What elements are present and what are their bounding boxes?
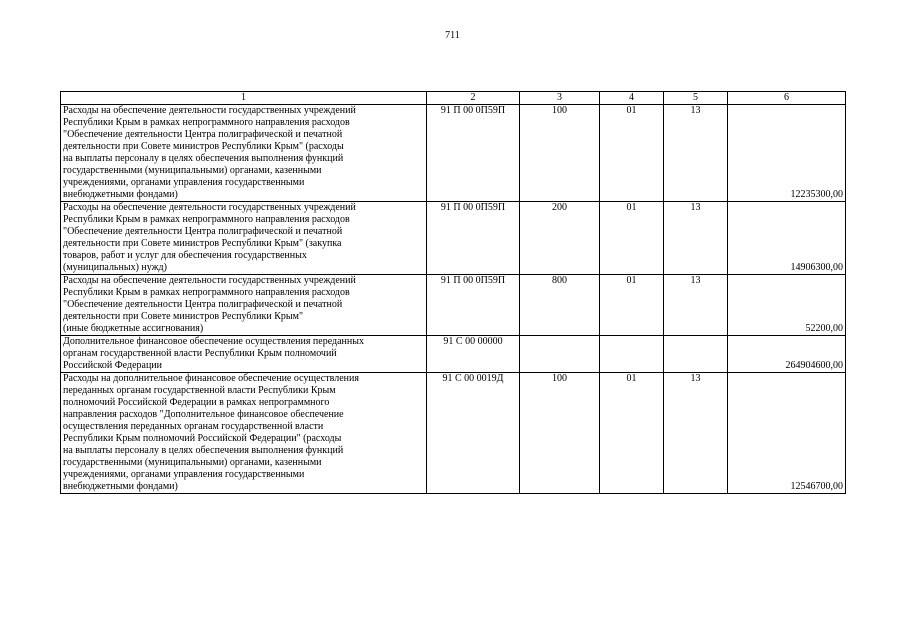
table-row <box>61 336 846 373</box>
row-subsection-cell: 13 <box>690 202 701 213</box>
column-header: 5 <box>664 92 728 105</box>
table-row <box>61 373 846 494</box>
row-section-cell: 01 <box>626 373 637 384</box>
row-amount-cell: 14906300,00 <box>790 262 843 273</box>
row-name-cell: Расходы на обеспечение деятельности государственных учреждений Республики Крым в рамках непрограммного направления расходов "Обеспечение деятельности Центра полиграфической и печатной деятельности при Совете министров Республики Крым" (закупка товаров, работ и услуг для обеспечения государственных (муниципальных) нужд) <box>63 202 356 273</box>
table-row <box>61 202 846 275</box>
row-name-cell: Расходы на дополнительное финансовое обеспечение осуществления переданных органам государственной власти Республики Крым полномочий Российской Федерации в рамках непрограммного направления расходов "Дополнительное финансовое обеспечение осуществления переданных органам государственной власти Республики Крым полномочий Российской Федерации" (расходы на выплаты персоналу в целях обеспечения выполнения функций государственными (муниципальными) органами, казенными учреждениями, органами управления государственными внебюджетными фондами) <box>63 373 359 492</box>
row-expense-type-cell: 200 <box>552 202 567 213</box>
row-amount-cell: 12546700,00 <box>790 481 843 492</box>
row-subsection-cell: 13 <box>690 373 701 384</box>
row-code-cell: 91 С 00 0019Д <box>442 373 504 384</box>
row-amount-cell: 12235300,00 <box>790 189 843 200</box>
row-name-cell: Расходы на обеспечение деятельности государственных учреждений Республики Крым в рамках непрограммного направления расходов "Обеспечение деятельности Центра полиграфической и печатной деятельности при Совете министров Республики Крым" (расходы на выплаты персоналу в целях обеспечения выполнения функций государственными (муниципальными) органами, казенными учреждениями, органами управления государственными внебюджетными фондами) <box>63 105 356 200</box>
row-expense-type-cell: 800 <box>552 275 567 286</box>
table-row <box>61 275 846 336</box>
row-section-cell: 01 <box>626 105 637 116</box>
column-header: 4 <box>600 92 664 105</box>
row-amount-cell: 52200,00 <box>805 323 843 334</box>
row-subsection-cell: 13 <box>690 275 701 286</box>
row-name-cell: Расходы на обеспечение деятельности государственных учреждений Республики Крым в рамках непрограммного направления расходов "Обеспечение деятельности Центра полиграфической и печатной деятельности при Совете министров Республики Крым" (иные бюджетные ассигнования) <box>63 275 356 334</box>
budget-table <box>60 91 846 494</box>
column-header: 6 <box>728 92 846 105</box>
column-header: 2 <box>427 92 520 105</box>
table-header-row <box>61 92 846 105</box>
row-section-cell: 01 <box>626 275 637 286</box>
row-code-cell: 91 П 00 0П59П <box>440 105 506 116</box>
table-row <box>61 105 846 202</box>
row-code-cell: 91 П 00 0П59П <box>440 275 506 286</box>
column-header: 1 <box>61 92 427 105</box>
page-number: 711 <box>445 30 460 41</box>
row-name-cell: Дополнительное финансовое обеспечение осуществления переданных органам государственной власти Республики Крым полномочий Российской Федерации <box>63 336 364 371</box>
row-subsection-cell: 13 <box>690 105 701 116</box>
row-amount-cell: 264904600,00 <box>785 360 843 371</box>
row-section-cell: 01 <box>626 202 637 213</box>
column-header: 3 <box>520 92 600 105</box>
row-code-cell: 91 П 00 0П59П <box>440 202 506 213</box>
table-body <box>61 92 846 494</box>
row-expense-type-cell: 100 <box>552 373 567 384</box>
row-expense-type-cell: 100 <box>552 105 567 116</box>
row-code-cell: 91 С 00 00000 <box>443 336 503 347</box>
